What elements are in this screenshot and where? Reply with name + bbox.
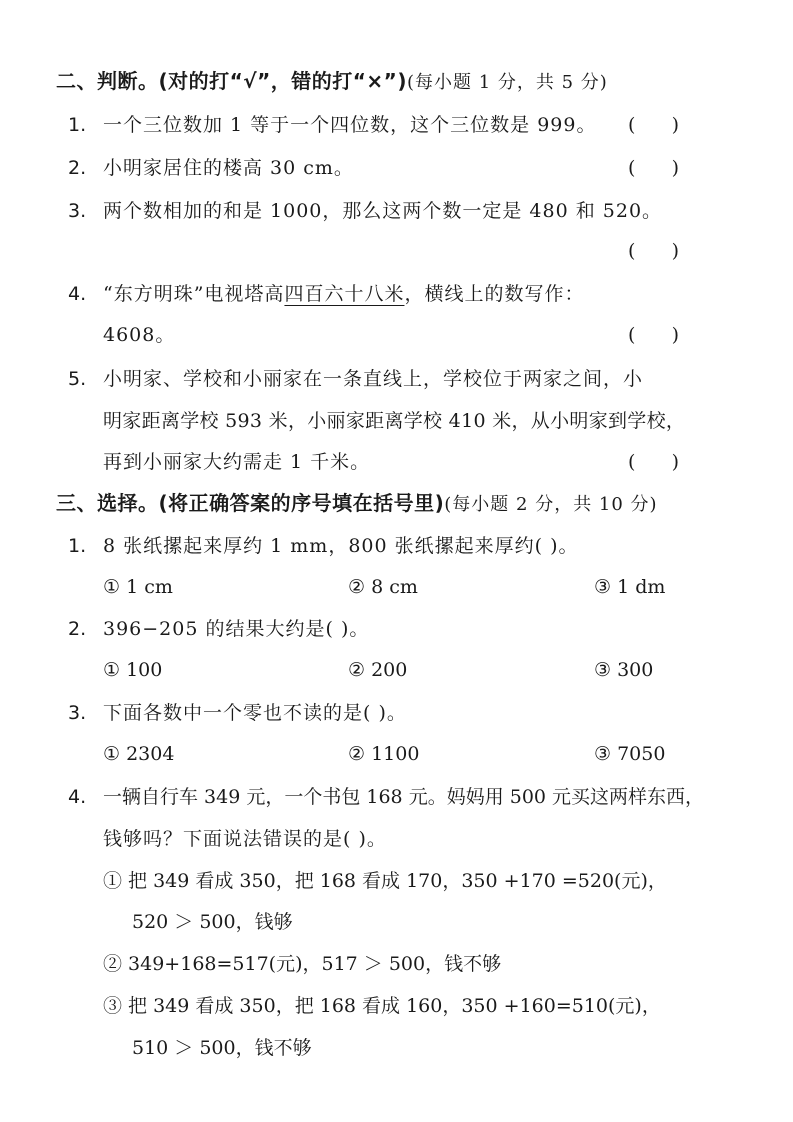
- judge-4-underlined-text: 四百六十八米: [284, 283, 405, 305]
- judge-2-answer-paren[interactable]: ( ): [628, 157, 680, 179]
- section-2-title: 二、判断。(对的打“√”，错的打“×”): [56, 69, 407, 93]
- section-2-score: (每小题 1 分，共 5 分): [406, 72, 608, 93]
- judge-3-text: 两个数相加的和是 1000，那么这两个数一定是 480 和 520。: [103, 200, 663, 222]
- judge-4-text-b: ，横线上的数写作：: [404, 283, 585, 305]
- choice-2-text: 396−205 的结果大约是( )。: [103, 618, 370, 640]
- choice-4-number: 4.: [68, 786, 87, 808]
- judge-5-line-3: 再到小丽家大约需走 1 千米。: [103, 451, 371, 473]
- choice-4-option-1-line-1[interactable]: ① 把 349 看成 350，把 168 看成 170，350 +170 =520(元)，: [103, 870, 667, 892]
- choice-1-number: 1.: [68, 535, 87, 557]
- choice-2-option-3[interactable]: ③ 300: [594, 659, 654, 681]
- judge-5-number: 5.: [68, 368, 87, 390]
- choice-1-option-3[interactable]: ③ 1 dm: [594, 576, 666, 598]
- choice-4-option-2[interactable]: ② 349+168=517(元)，517 ＞ 500，钱不够: [103, 953, 502, 975]
- choice-2-option-1[interactable]: ① 100: [103, 659, 163, 681]
- choice-4-line-1: 一辆自行车 349 元，一个书包 168 元。妈妈用 500 元买这两样东西，: [103, 786, 705, 808]
- section-3-score: (每小题 2 分，共 10 分): [444, 494, 658, 515]
- choice-4-line-2: 钱够吗？下面说法错误的是( )。: [103, 828, 387, 850]
- judge-2-text: 小明家居住的楼高 30 cm。: [103, 157, 354, 179]
- choice-1-text: 8 张纸摞起来厚约 1 mm，800 张纸摞起来厚约( )。: [103, 535, 579, 557]
- judge-5-line-1: 小明家、学校和小丽家在一条直线上，学校位于两家之间，小: [103, 368, 644, 390]
- judge-5-answer-paren[interactable]: ( ): [628, 451, 680, 473]
- judge-1-text: 一个三位数加 1 等于一个四位数，这个三位数是 999。: [103, 114, 597, 136]
- judge-1-answer-paren[interactable]: ( ): [628, 114, 680, 136]
- choice-4-option-1-line-2: 520 ＞ 500，钱够: [132, 911, 293, 933]
- choice-3-number: 3.: [68, 702, 87, 724]
- judge-5-line-2: 明家距离学校 593 米，小丽家距离学校 410 米，从小明家到学校，: [103, 410, 686, 432]
- section-3-heading: [56, 490, 658, 518]
- choice-1-option-2[interactable]: ② 8 cm: [348, 576, 418, 598]
- choice-3-option-2[interactable]: ② 1100: [348, 743, 420, 765]
- judge-2-number: 2.: [68, 157, 87, 179]
- choice-3-text: 下面各数中一个零也不读的是( )。: [103, 702, 407, 724]
- judge-4-number: 4.: [68, 283, 87, 305]
- choice-4-option-3-line-1[interactable]: ③ 把 349 看成 350，把 168 看成 160，350 +160=510(元)，: [103, 995, 661, 1017]
- judge-4-text-c: 4608。: [103, 324, 176, 346]
- section-3-title: 三、选择。(将正确答案的序号填在括号里): [56, 491, 445, 515]
- choice-3-option-1[interactable]: ① 2304: [103, 743, 175, 765]
- choice-1-option-1[interactable]: ① 1 cm: [103, 576, 173, 598]
- choice-2-option-2[interactable]: ② 200: [348, 659, 408, 681]
- section-2-heading: [56, 68, 608, 96]
- judge-3-answer-paren[interactable]: ( ): [628, 240, 680, 262]
- judge-1-number: 1.: [68, 114, 87, 136]
- choice-4-option-3-line-2: 510 ＞ 500，钱不够: [132, 1037, 312, 1059]
- judge-3-number: 3.: [68, 200, 87, 222]
- choice-2-number: 2.: [68, 618, 87, 640]
- judge-4-answer-paren[interactable]: ( ): [628, 324, 680, 346]
- judge-4-text-a: “东方明珠”电视塔高: [103, 283, 285, 305]
- judge-4-text: [103, 281, 584, 307]
- choice-3-option-3[interactable]: ③ 7050: [594, 743, 666, 765]
